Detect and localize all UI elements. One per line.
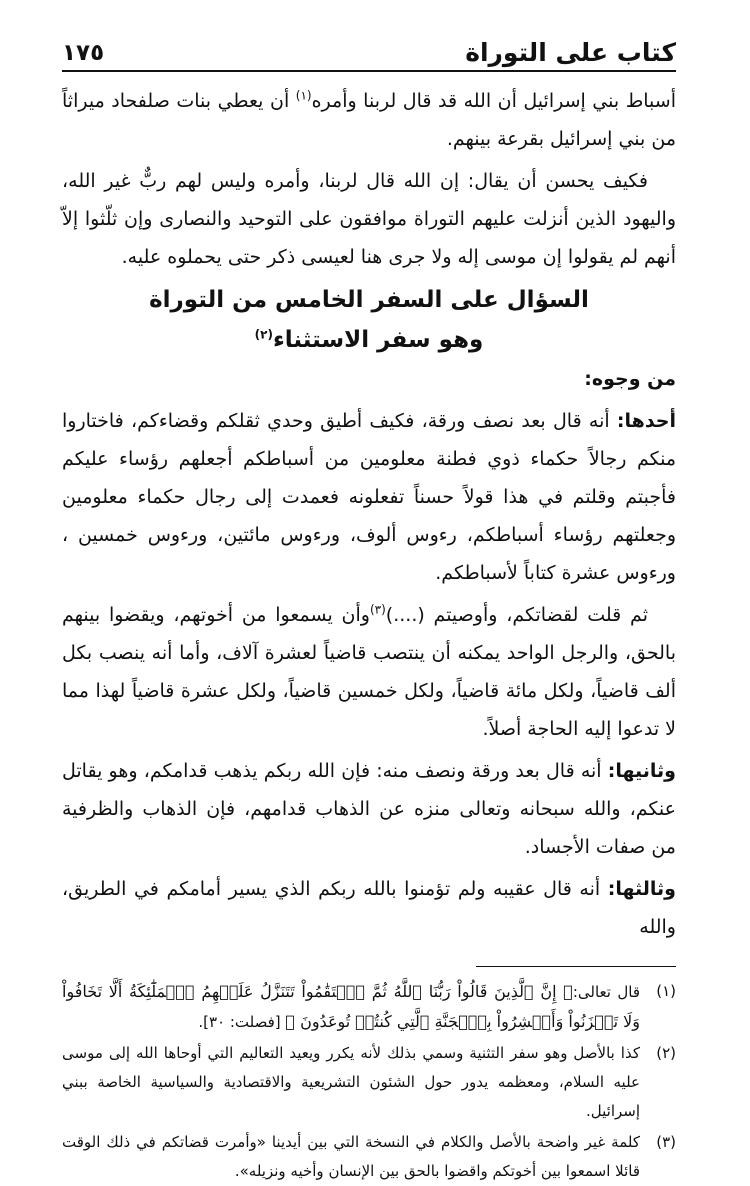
footnote-3 bbox=[62, 1128, 676, 1186]
footnote-ref-3: (٣) bbox=[369, 602, 386, 617]
footnote-1 bbox=[62, 977, 676, 1037]
section-heading-line-1: السؤال على السفر الخامس من التوراة bbox=[149, 287, 589, 313]
footnote-1-number: (١) bbox=[656, 982, 676, 1000]
point-first bbox=[62, 402, 676, 592]
paragraph-1-rest: أن يعطي بنات صلفحاد ميراثاً من بني إسرائيل بقرعة بينهم. bbox=[62, 90, 676, 150]
footnote-2 bbox=[62, 1039, 676, 1126]
paragraph-3-rest: وأن يسمعوا من أخوتهم، ويقضوا بينهم بالحق، والرجل الواحد يمكنه أن ينتصب قاضياً لعشرة آلاف، وأما أنه ينصب بكل ألف قاضياً، ولكل مائة قاضياً، ولكل خمسين قاضياً، ولكل عشرة قاضياً لهذا مما لا تدعوا إليه الحاجة أصلاً. bbox=[62, 604, 676, 740]
footnote-ref-1: (١) bbox=[295, 88, 312, 103]
footnote-3-text: كلمة غير واضحة بالأصل والكلام في النسخة التي بين أيدينا «وأمرت قضاتكم في ذلك الوقت قائلا اسمعوا بين أخوتكم واقضوا بالحق بين الإنسان وأخيه ونزيله». bbox=[62, 1133, 640, 1180]
section-heading-line-2 bbox=[62, 320, 676, 360]
point-second-lead: وثانيها: bbox=[607, 760, 676, 782]
point-first-text: أنه قال بعد نصف ورقة، فكيف أطيق وحدي ثقلكم وقضاءكم، فاختاروا منكم رجالاً حكماء ذوي فطنة معلومين من أسباطكم أجعلهم رؤساء عليكم فأجبتم وقلتم في هذا قولاً حسناً تفعلونه فعمدت إلى رجال حكماء معلومين وجعلتهم رؤساء أسباطكم، رءوس ألوف، ورءوس مائتين، ورءوس خمسين ، ورءوس عشرة كتاباً لأسباطكم. bbox=[62, 410, 676, 584]
intro-line: من وجوه: bbox=[584, 368, 676, 390]
footnote-2-text: كذا بالأصل وهو سفر التثنية وسمي بذلك لأنه يكرر ويعيد التعاليم التي أوحاها الله إلى موسى عليه السلام، ومعظمه يدور حول الشئون التشريعية والاقتصادية والسياسية الخاصة ببني إسرائيل. bbox=[62, 1044, 640, 1120]
paragraph-3 bbox=[62, 596, 676, 748]
section-heading-line-2-text: وهو سفر الاستثناء bbox=[272, 327, 484, 353]
quran-verse: ﴿ إِنَّ ٱلَّذِينَ قَالُواْ رَبُّنَا ٱللَّهُ ثُمَّ ٱسۡتَقَٰمُواْ تَتَنَزَّلُ عَلَيۡهِمُ ٱلۡمَلَٰٓئِكَةُ أَلَّا تَخَافُواْ وَلَا تَحۡزَنُواْ وَأَبۡشِرُواْ بِٱلۡجَنَّةِ ٱلَّتِي كُنتُمۡ تُوعَدُونَ ﴾ bbox=[62, 982, 640, 1031]
footnote-3-number: (٣) bbox=[656, 1133, 676, 1151]
point-second-text: أنه قال بعد ورقة ونصف منه: فإن الله ربكم يذهب قدامكم، وهو يقاتل عنكم، والله سبحانه وتعالى منزه عن الذهاب قدامهم، فإن الذهاب والظرفية من صفات الأجساد. bbox=[62, 760, 676, 858]
book-title: كتاب على التوراة bbox=[465, 38, 676, 67]
page-header bbox=[62, 36, 676, 72]
footnote-1-citation: [فصلت: ٣٠]. bbox=[198, 1013, 286, 1031]
paragraph-1 bbox=[62, 82, 676, 158]
point-third bbox=[62, 870, 676, 946]
paragraph-2: فكيف يحسن أن يقال: إن الله قال لربنا، وأمره وليس لهم ربٌّ غير الله، واليهود الذين أنزلت عليهم التوراة موافقون على التوحيد والنصارى وإن ثلّثوا إلاّ أنهم لم يقولوا إن موسى إله ولا جرى هنا لعيسى ذكر حتى يحملوه عليه. bbox=[62, 170, 676, 268]
point-first-lead: أحدها: bbox=[616, 410, 676, 432]
footnote-2-number: (٢) bbox=[656, 1044, 676, 1062]
point-third-text: أنه قال عقيبه ولم تؤمنوا بالله ربكم الذي يسير أمامكم في الطريق، والله bbox=[62, 878, 676, 938]
footnote-separator bbox=[476, 966, 676, 967]
point-third-lead: وثالثها: bbox=[607, 878, 676, 900]
footnote-1-intro: قال تعالى: bbox=[572, 983, 641, 1001]
page-number: ١٧٥ bbox=[62, 40, 105, 66]
document-page bbox=[62, 36, 676, 1180]
paragraph-1-text: أسباط بني إسرائيل أن الله قد قال لربنا وأمره bbox=[311, 90, 676, 112]
footnote-ref-2: (٢) bbox=[254, 327, 273, 342]
paragraph-3-start: ثم قلت لقضاتكم، وأوصيتم (....) bbox=[385, 604, 648, 626]
footnote-1-text bbox=[62, 977, 640, 1037]
point-second bbox=[62, 752, 676, 866]
